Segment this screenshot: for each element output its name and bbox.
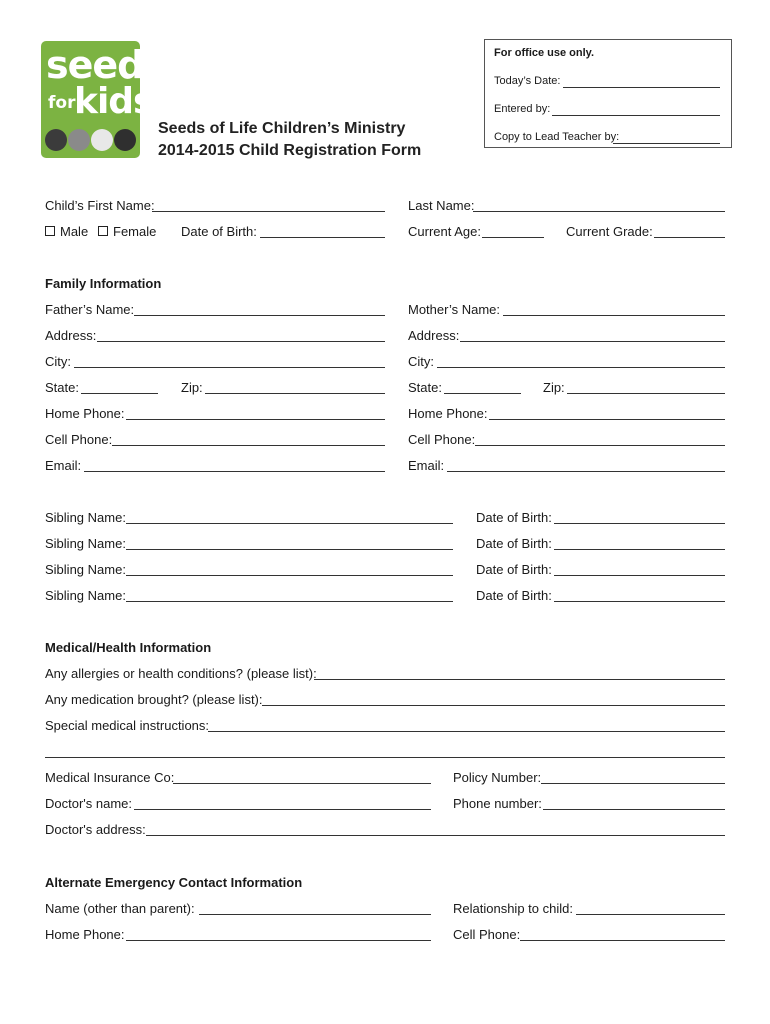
copy-to-lead-teacher-field[interactable] [613,143,720,144]
doctor-phone-label: Phone number: [453,796,542,811]
child-first-name-label: Child’s First Name: [45,198,155,213]
todays-date-label: Today’s Date: [494,75,561,87]
father-email-field[interactable] [84,471,385,472]
special-instructions-label: Special medical instructions: [45,718,210,733]
mother-address-field[interactable] [460,341,725,342]
doctor-address-field[interactable] [146,835,725,836]
last-name-field[interactable] [473,211,725,212]
logo-word-kids: kids! [74,81,169,122]
sibling-name-label: Sibling Name: [45,562,126,577]
mother-state-field[interactable] [444,393,521,394]
current-grade-field[interactable] [654,237,725,238]
mother-email-field[interactable] [447,471,725,472]
doctor-name-label: Doctor's name: [45,796,133,811]
contact-home-phone-field[interactable] [126,940,431,941]
father-name-field[interactable] [134,315,385,316]
logo-children-faces-icon [45,129,137,159]
child-face-icon [91,129,113,151]
father-state-label: State: [45,380,79,395]
father-email-label: Email: [45,458,82,473]
father-city-field[interactable] [74,367,385,368]
contact-name-label: Name (other than parent): [45,901,195,916]
seeds-for-kids-logo [41,41,169,158]
mother-zip-label: Zip: [543,380,565,395]
mother-home-phone-label: Home Phone: [408,406,488,421]
male-label: Male [60,224,89,239]
child-face-icon [114,129,136,151]
mother-city-label: City: [408,354,434,369]
sibling-name-field[interactable] [126,523,453,524]
sibling-dob-label: Date of Birth: [476,562,552,577]
mother-cell-phone-label: Cell Phone: [408,432,476,447]
form-title: 2014-2015 Child Registration Form [158,142,422,159]
father-address-field[interactable] [97,341,385,342]
child-dob-label: Date of Birth: [181,224,257,239]
father-zip-label: Zip: [181,380,203,395]
mother-city-field[interactable] [437,367,725,368]
mother-cell-phone-field[interactable] [475,445,725,446]
sibling-dob-field[interactable] [554,549,725,550]
mother-home-phone-field[interactable] [489,419,725,420]
relationship-field[interactable] [576,914,725,915]
mother-email-label: Email: [408,458,445,473]
male-checkbox[interactable] [45,226,55,236]
child-first-name-field[interactable] [152,211,385,212]
office-use-heading: For office use only. [494,47,595,59]
todays-date-field[interactable] [563,87,720,88]
sibling-dob-label: Date of Birth: [476,510,552,525]
contact-home-phone-label: Home Phone: [45,927,125,942]
current-grade-label: Current Grade: [566,224,653,239]
current-age-field[interactable] [482,237,544,238]
female-label: Female [113,224,157,239]
copy-to-lead-teacher-label: Copy to Lead Teacher by: [494,131,620,143]
logo-word-for: for [48,93,76,113]
father-home-phone-field[interactable] [126,419,385,420]
mother-state-label: State: [408,380,442,395]
mother-zip-field[interactable] [567,393,725,394]
medication-label: Any medication brought? (please list): [45,692,263,707]
current-age-label: Current Age: [408,224,481,239]
logo-word-seeds: seeds [46,43,165,87]
medication-field[interactable] [262,705,725,706]
doctor-phone-field[interactable] [543,809,725,810]
mother-address-label: Address: [408,328,460,343]
sibling-name-field[interactable] [126,575,453,576]
father-cell-phone-field[interactable] [112,445,385,446]
allergies-field[interactable] [314,679,725,680]
sibling-dob-field[interactable] [554,601,725,602]
policy-number-field[interactable] [541,783,725,784]
sibling-name-label: Sibling Name: [45,510,126,525]
female-option[interactable] [98,224,156,239]
sibling-dob-field[interactable] [554,575,725,576]
special-instructions-field[interactable] [208,731,725,732]
father-cell-phone-label: Cell Phone: [45,432,113,447]
child-dob-field[interactable] [260,237,385,238]
child-face-icon [68,129,90,151]
mother-name-field[interactable] [503,315,725,316]
office-use-box [484,39,732,148]
female-checkbox[interactable] [98,226,108,236]
sibling-dob-field[interactable] [554,523,725,524]
entered-by-field[interactable] [552,115,720,116]
emergency-contact-heading: Alternate Emergency Contact Information [45,875,303,890]
male-option[interactable] [45,224,88,239]
insurance-label: Medical Insurance Co: [45,770,175,785]
father-zip-field[interactable] [205,393,385,394]
sibling-name-field[interactable] [126,549,453,550]
child-face-icon [45,129,67,151]
special-instructions-field-continued[interactable] [45,757,725,758]
insurance-field[interactable] [173,783,431,784]
contact-cell-phone-label: Cell Phone: [453,927,521,942]
father-state-field[interactable] [81,393,158,394]
sibling-name-field[interactable] [126,601,453,602]
ministry-title: Seeds of Life Children’s Ministry [158,120,406,137]
mother-name-label: Mother’s Name: [408,302,500,317]
contact-cell-phone-field[interactable] [520,940,725,941]
policy-number-label: Policy Number: [453,770,542,785]
allergies-label: Any allergies or health conditions? (please list): [45,666,317,681]
sibling-dob-label: Date of Birth: [476,588,552,603]
father-home-phone-label: Home Phone: [45,406,125,421]
sibling-name-label: Sibling Name: [45,588,126,603]
father-city-label: City: [45,354,71,369]
doctor-address-label: Doctor's address: [45,822,146,837]
entered-by-label: Entered by: [494,103,551,115]
father-name-label: Father’s Name: [45,302,135,317]
father-address-label: Address: [45,328,97,343]
sibling-name-label: Sibling Name: [45,536,126,551]
last-name-label: Last Name: [408,198,475,213]
medical-info-heading: Medical/Health Information [45,640,212,655]
relationship-label: Relationship to child: [453,901,573,916]
family-info-heading: Family Information [45,276,162,291]
doctor-name-field[interactable] [134,809,431,810]
contact-name-field[interactable] [199,914,431,915]
sibling-dob-label: Date of Birth: [476,536,552,551]
